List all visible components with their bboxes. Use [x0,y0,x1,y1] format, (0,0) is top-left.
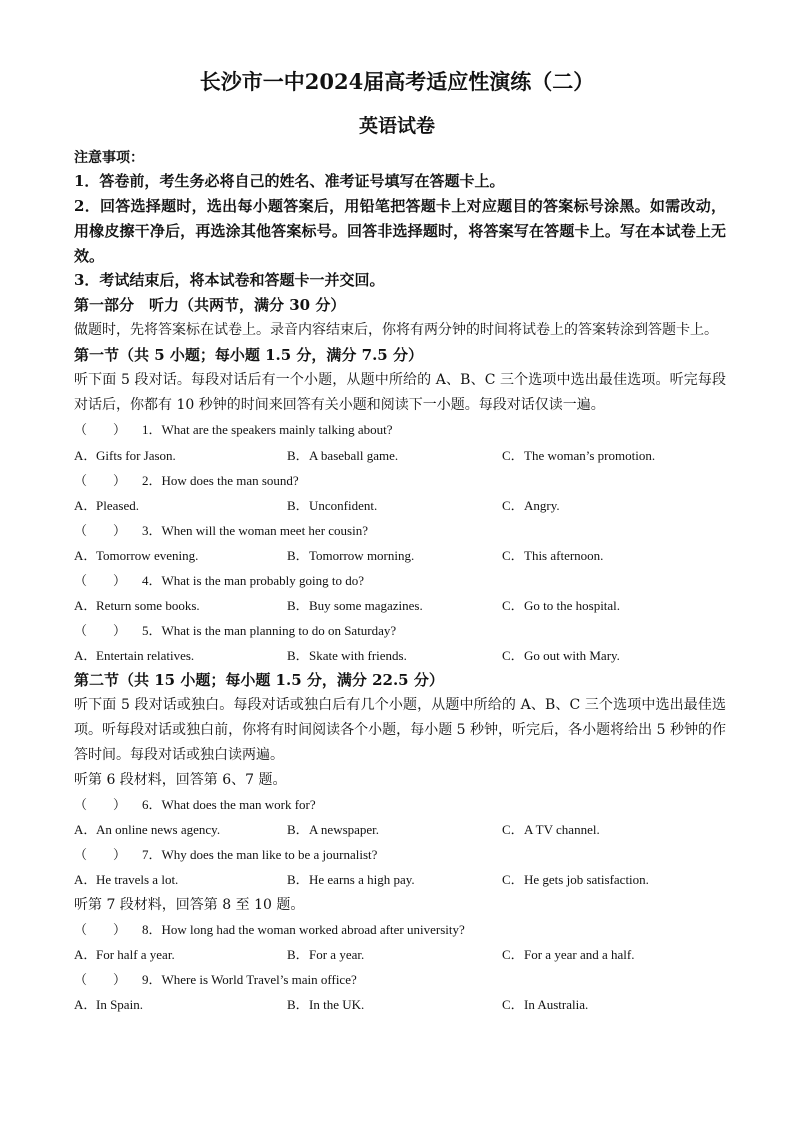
option-c[interactable]: C．The woman’s promotion. [502,448,656,463]
question-stem: （ ） 9．Where is World Travel’s main office? [74,970,357,990]
option-b[interactable]: B．A baseball game. [287,448,399,463]
option-c[interactable]: C．In Australia. [502,997,589,1012]
option-a[interactable]: A．Return some books. [74,598,200,613]
option-a[interactable]: A．Entertain relatives. [74,648,195,663]
option-c[interactable]: C．Angry. [502,498,560,513]
question-stem: （ ） 3．When will the woman meet her cousin? [74,521,368,541]
answer-blank[interactable]: （ ） [74,847,127,862]
answer-blank[interactable]: （ ） [74,922,127,937]
question-stem: （ ） 2．How does the man sound? [74,471,299,491]
answer-blank[interactable]: （ ） [74,573,127,588]
option-b[interactable]: B．He earns a high pay. [287,872,415,887]
material-7-label: 听第 7 段材料，回答第 8 至 10 题。 [74,897,305,913]
answer-blank[interactable]: （ ） [74,972,127,987]
option-c[interactable]: C．Go to the hospital. [502,598,621,613]
option-c[interactable]: C．Go out with Mary. [502,648,620,663]
option-b[interactable]: B．Unconfident. [287,498,378,513]
option-b[interactable]: B．Buy some magazines. [287,598,423,613]
option-b[interactable]: B．A newspaper. [287,822,380,837]
question-stem: （ ） 7．Why does the man like to be a journalist? [74,845,377,865]
option-b[interactable]: B．For a year. [287,947,365,962]
note-item: 3．考试结束后，将本试卷和答题卡一并交回。 [74,271,385,289]
part1-instruction: 做题时，先将答案标在试卷上。录音内容结束后，你将有两分钟的时间将试卷上的答案转涂到答题卡上。 [74,322,718,338]
answer-blank[interactable]: （ ） [74,473,127,488]
note-item: 1．答卷前，考生务必将自己的姓名、准考证号填写在答题卡上。 [74,172,505,190]
note-item: 2．回答选择题时，选出每小题答案后，用铅笔把答题卡上对应题目的答案标号涂黑。如需改动，用橡皮擦干净后，再选涂其他答案标号。回答非选择题时，将答案写在答题卡上。写在本试卷上无效。 [74,197,726,265]
question-stem: （ ） 1．What are the speakers mainly talking about? [74,420,393,440]
section2-heading: 第二节（共 15 小题；每小题 1.5 分，满分 22.5 分） [74,671,444,689]
question-stem: （ ） 8．How long had the woman worked abroad after university? [74,920,465,940]
option-b[interactable]: B．In the UK. [287,997,365,1012]
section2-instruction: 听下面 5 段对话或独白。每段对话或独白后有几个小题，从题中所给的 A、B、C 三个选项中选出最佳选项。听每段对话或独白前，你将有时间阅读各个小题，每小题 5 秒钟，听完后，各小题将给出 5 秒钟的作答时间。每段对话或独白读两遍。 [74,697,726,763]
exam-title: 长沙市一中2024届高考适应性演练（二） [199,69,595,94]
answer-blank[interactable]: （ ） [74,422,127,437]
option-a[interactable]: A．Gifts for Jason. [74,448,176,463]
answer-blank[interactable]: （ ） [74,797,127,812]
option-b[interactable]: B．Tomorrow morning. [287,548,415,563]
option-a[interactable]: A．He travels a lot. [74,872,179,887]
option-c[interactable]: C．This afternoon. [502,548,604,563]
exam-subtitle: 英语试卷 [358,115,435,137]
notes-heading: 注意事项： [74,150,144,166]
material-6-label: 听第 6 段材料，回答第 6、7 题。 [74,772,287,788]
section1-heading: 第一节（共 5 小题；每小题 1.5 分，满分 7.5 分） [74,346,423,364]
question-stem: （ ） 6．What does the man work for? [74,795,316,815]
option-a[interactable]: A．Tomorrow evening. [74,548,199,563]
option-a[interactable]: A．An online news agency. [74,822,221,837]
option-a[interactable]: A．Pleased. [74,498,139,513]
option-a[interactable]: A．For half a year. [74,947,175,962]
part1-heading: 第一部分 听力（共两节，满分 30 分） [74,296,346,314]
answer-blank[interactable]: （ ） [74,623,127,638]
option-c[interactable]: C．A TV channel. [502,822,600,837]
option-c[interactable]: C．For a year and a half. [502,947,635,962]
question-stem: （ ） 5．What is the man planning to do on Saturday? [74,621,396,641]
option-b[interactable]: B．Skate with friends. [287,648,407,663]
question-stem: （ ） 4．What is the man probably going to do? [74,571,364,591]
answer-blank[interactable]: （ ） [74,523,127,538]
option-a[interactable]: A．In Spain. [74,997,143,1012]
section1-instruction: 听下面 5 段对话。每段对话后有一个小题，从题中所给的 A、B、C 三个选项中选出最佳选项。听完每段对话后，你都有 10 秒钟的时间来回答有关小题和阅读下一小题。每段对话仅读一遍。 [74,372,726,413]
option-c[interactable]: C．He gets job satisfaction. [502,872,649,887]
